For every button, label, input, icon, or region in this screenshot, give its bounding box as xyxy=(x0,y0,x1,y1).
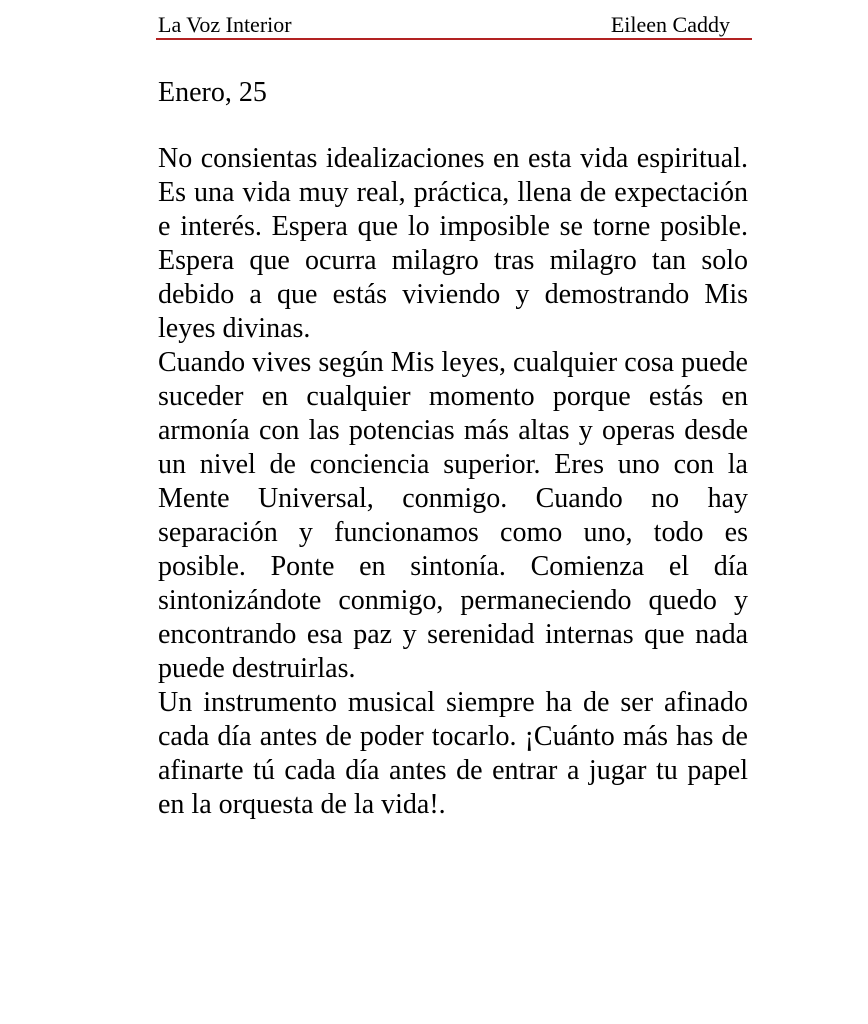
paragraph: Cuando vives según Mis leyes, cualquier cosa puede suceder en cualquier momento porque estás en armonía con las potencias más altas y operas desde un nivel de conciencia superior. Eres uno con la Mente Universal, conmigo. Cuando no hay separación y funcionamos como uno, todo es posible. Ponte en sintonía. Comienza el día sintonizándote conmigo, permaneciendo quedo y encontrando esa paz y serenidad internas que nada puede destruirlas. xyxy=(158,347,748,684)
entry-date: Enero, 25 xyxy=(158,77,267,108)
page-header xyxy=(156,8,752,40)
entry-body xyxy=(158,142,748,822)
paragraph: No consientas idealizaciones en esta vida espiritual. Es una vida muy real, práctica, llena de expectación e interés. Espera que lo imposible se torne posible. Espera que ocurra milagro tras milagro tan solo debido a que estás viviendo y demostrando Mis leyes divinas. xyxy=(158,143,748,344)
paragraph: Un instrumento musical siempre ha de ser afinado cada día antes de poder tocarlo. ¡Cuánto más has de afinarte tú cada día antes de entrar a jugar tu papel en la orquesta de la vida!. xyxy=(158,687,748,820)
book-title: La Voz Interior xyxy=(158,12,292,37)
book-author: Eileen Caddy xyxy=(610,12,730,37)
